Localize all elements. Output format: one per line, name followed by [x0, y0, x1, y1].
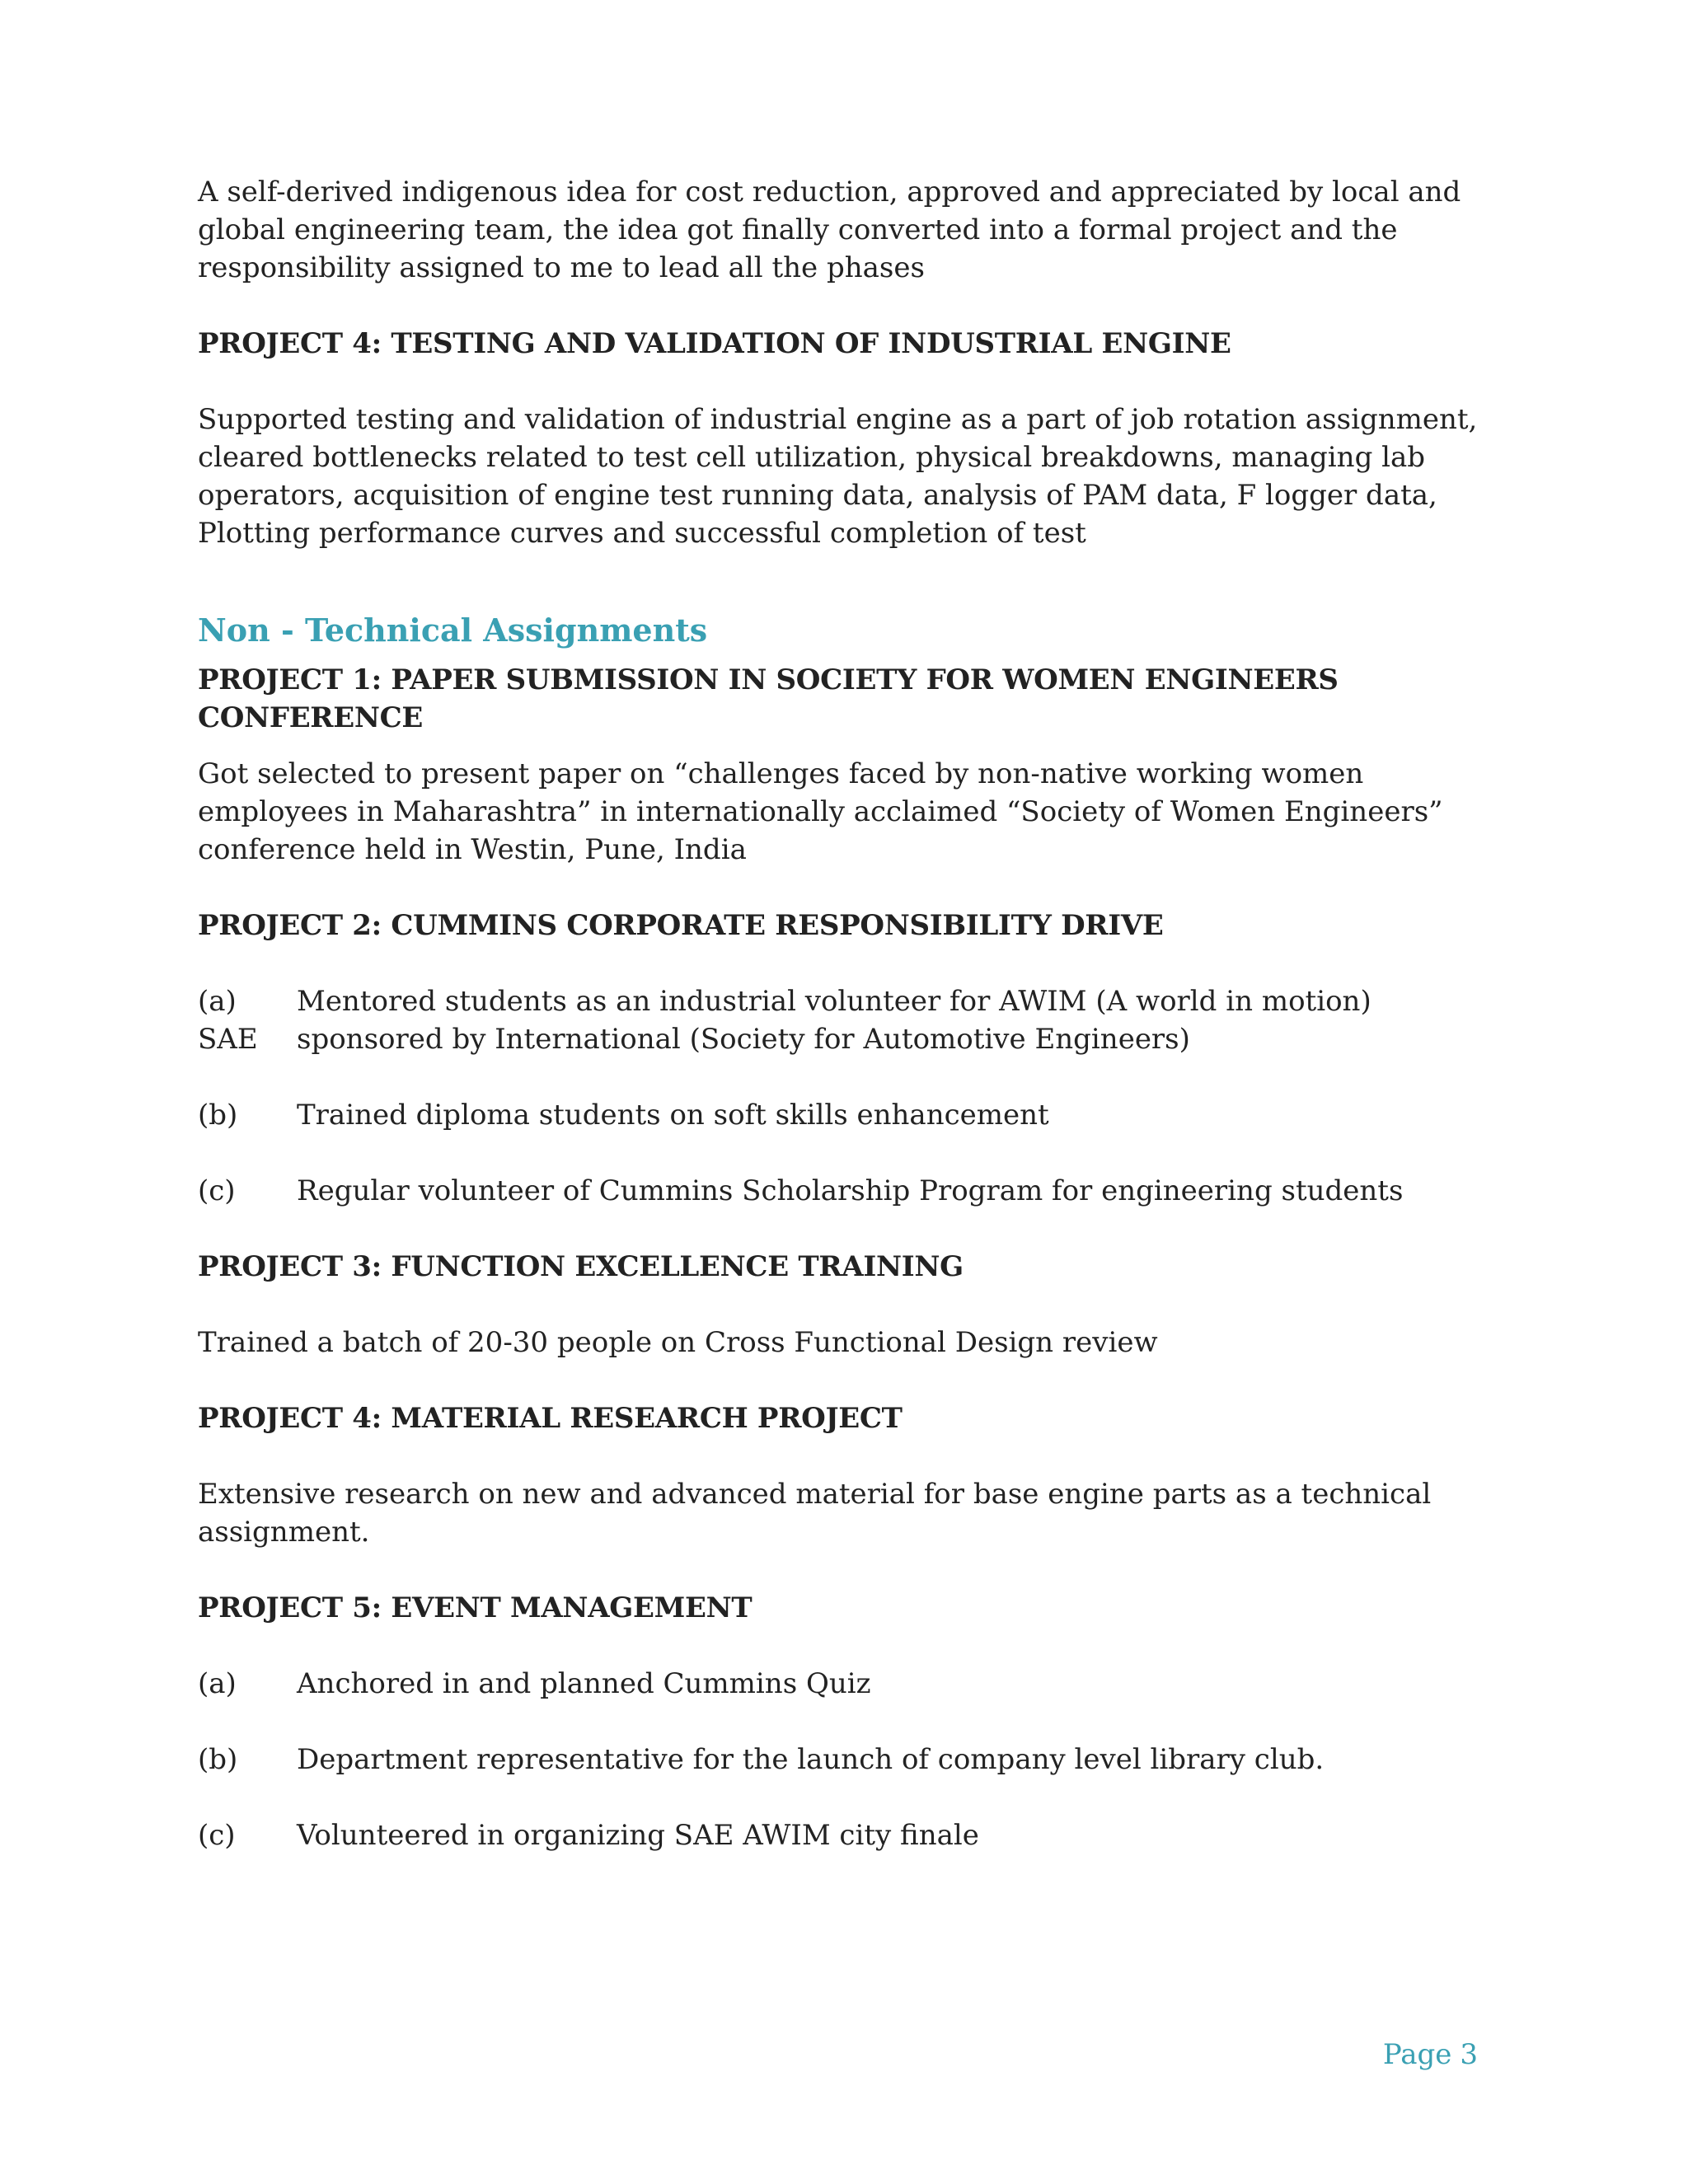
list-item-text: Mentored students as an industrial volunteer for AWIM (A world in motion) sponsored by International (Society for Automotive Engineers) [297, 985, 1372, 1056]
list-marker: (a) [198, 985, 237, 1018]
nt-project5-heading: PROJECT 5: EVENT MANAGEMENT [198, 1591, 753, 1624]
section-heading-non-technical: Non - Technical Assignments [198, 612, 708, 649]
list-item-text: Regular volunteer of Cummins Scholarship Program for engineering students [297, 1174, 1404, 1207]
nt-project4-body: Extensive research on new and advanced material for base engine parts as a technical assignment. [198, 1478, 1432, 1549]
nt-project3-heading: PROJECT 3: FUNCTION EXCELLENCE TRAINING [198, 1250, 964, 1283]
list-item [198, 1816, 1508, 1854]
nt-project2-heading: PROJECT 2: CUMMINS CORPORATE RESPONSIBILITY DRIVE [198, 909, 1164, 942]
page-number-value: 3 [1460, 2038, 1478, 2071]
page-number [1375, 2036, 1478, 2074]
intro-paragraph: A self-derived indigenous idea for cost reduction, approved and appreciated by local and global engineering team, the idea got finally converted into a formal project and the responsibility assigned to me to lead all the phases [198, 176, 1461, 284]
nt-project1-heading: PROJECT 1: PAPER SUBMISSION IN SOCIETY FOR WOMEN ENGINEERS CONFERENCE [198, 663, 1339, 734]
list-marker: (b) [198, 1743, 238, 1776]
list-item [198, 1172, 1508, 1210]
document-page [198, 173, 1508, 1892]
list-item-text: Anchored in and planned Cummins Quiz [297, 1667, 871, 1700]
list-item-text: Department representative for the launch of company level library club. [297, 1743, 1325, 1776]
technical-project4-heading: PROJECT 4: TESTING AND VALIDATION OF INDUSTRIAL ENGINE [198, 327, 1231, 360]
nt-project4-heading: PROJECT 4: MATERIAL RESEARCH PROJECT [198, 1402, 903, 1435]
list-marker: (c) [198, 1174, 236, 1207]
page-number-label: Page [1382, 2038, 1452, 2071]
list-marker-sub: SAE [198, 1023, 258, 1056]
list-item [198, 1665, 1508, 1703]
list-item-text: Volunteered in organizing SAE AWIM city finale [297, 1819, 979, 1852]
list-item [198, 1741, 1508, 1779]
nt-project1-body: Got selected to present paper on “challenges faced by non-native working women employees in Maharashtra” in internationally acclaimed “Society of Women Engineers” conference held in Westin, Pune, India [198, 757, 1443, 866]
list-marker: (b) [198, 1099, 238, 1132]
list-item [198, 982, 1508, 1058]
list-marker: (c) [198, 1819, 236, 1852]
nt-project3-body: Trained a batch of 20-30 people on Cross Functional Design review [198, 1326, 1158, 1359]
list-item [198, 1096, 1508, 1134]
list-item-text: Trained diploma students on soft skills enhancement [297, 1099, 1049, 1132]
technical-project4-body: Supported testing and validation of industrial engine as a part of job rotation assignment, cleared bottlenecks related to test cell utilization, physical breakdowns, managing lab operators, acquisition of engine test running data, analysis of PAM data, F logger data, Plotting performance curves and successful completion of test [198, 403, 1478, 550]
list-marker: (a) [198, 1667, 237, 1700]
